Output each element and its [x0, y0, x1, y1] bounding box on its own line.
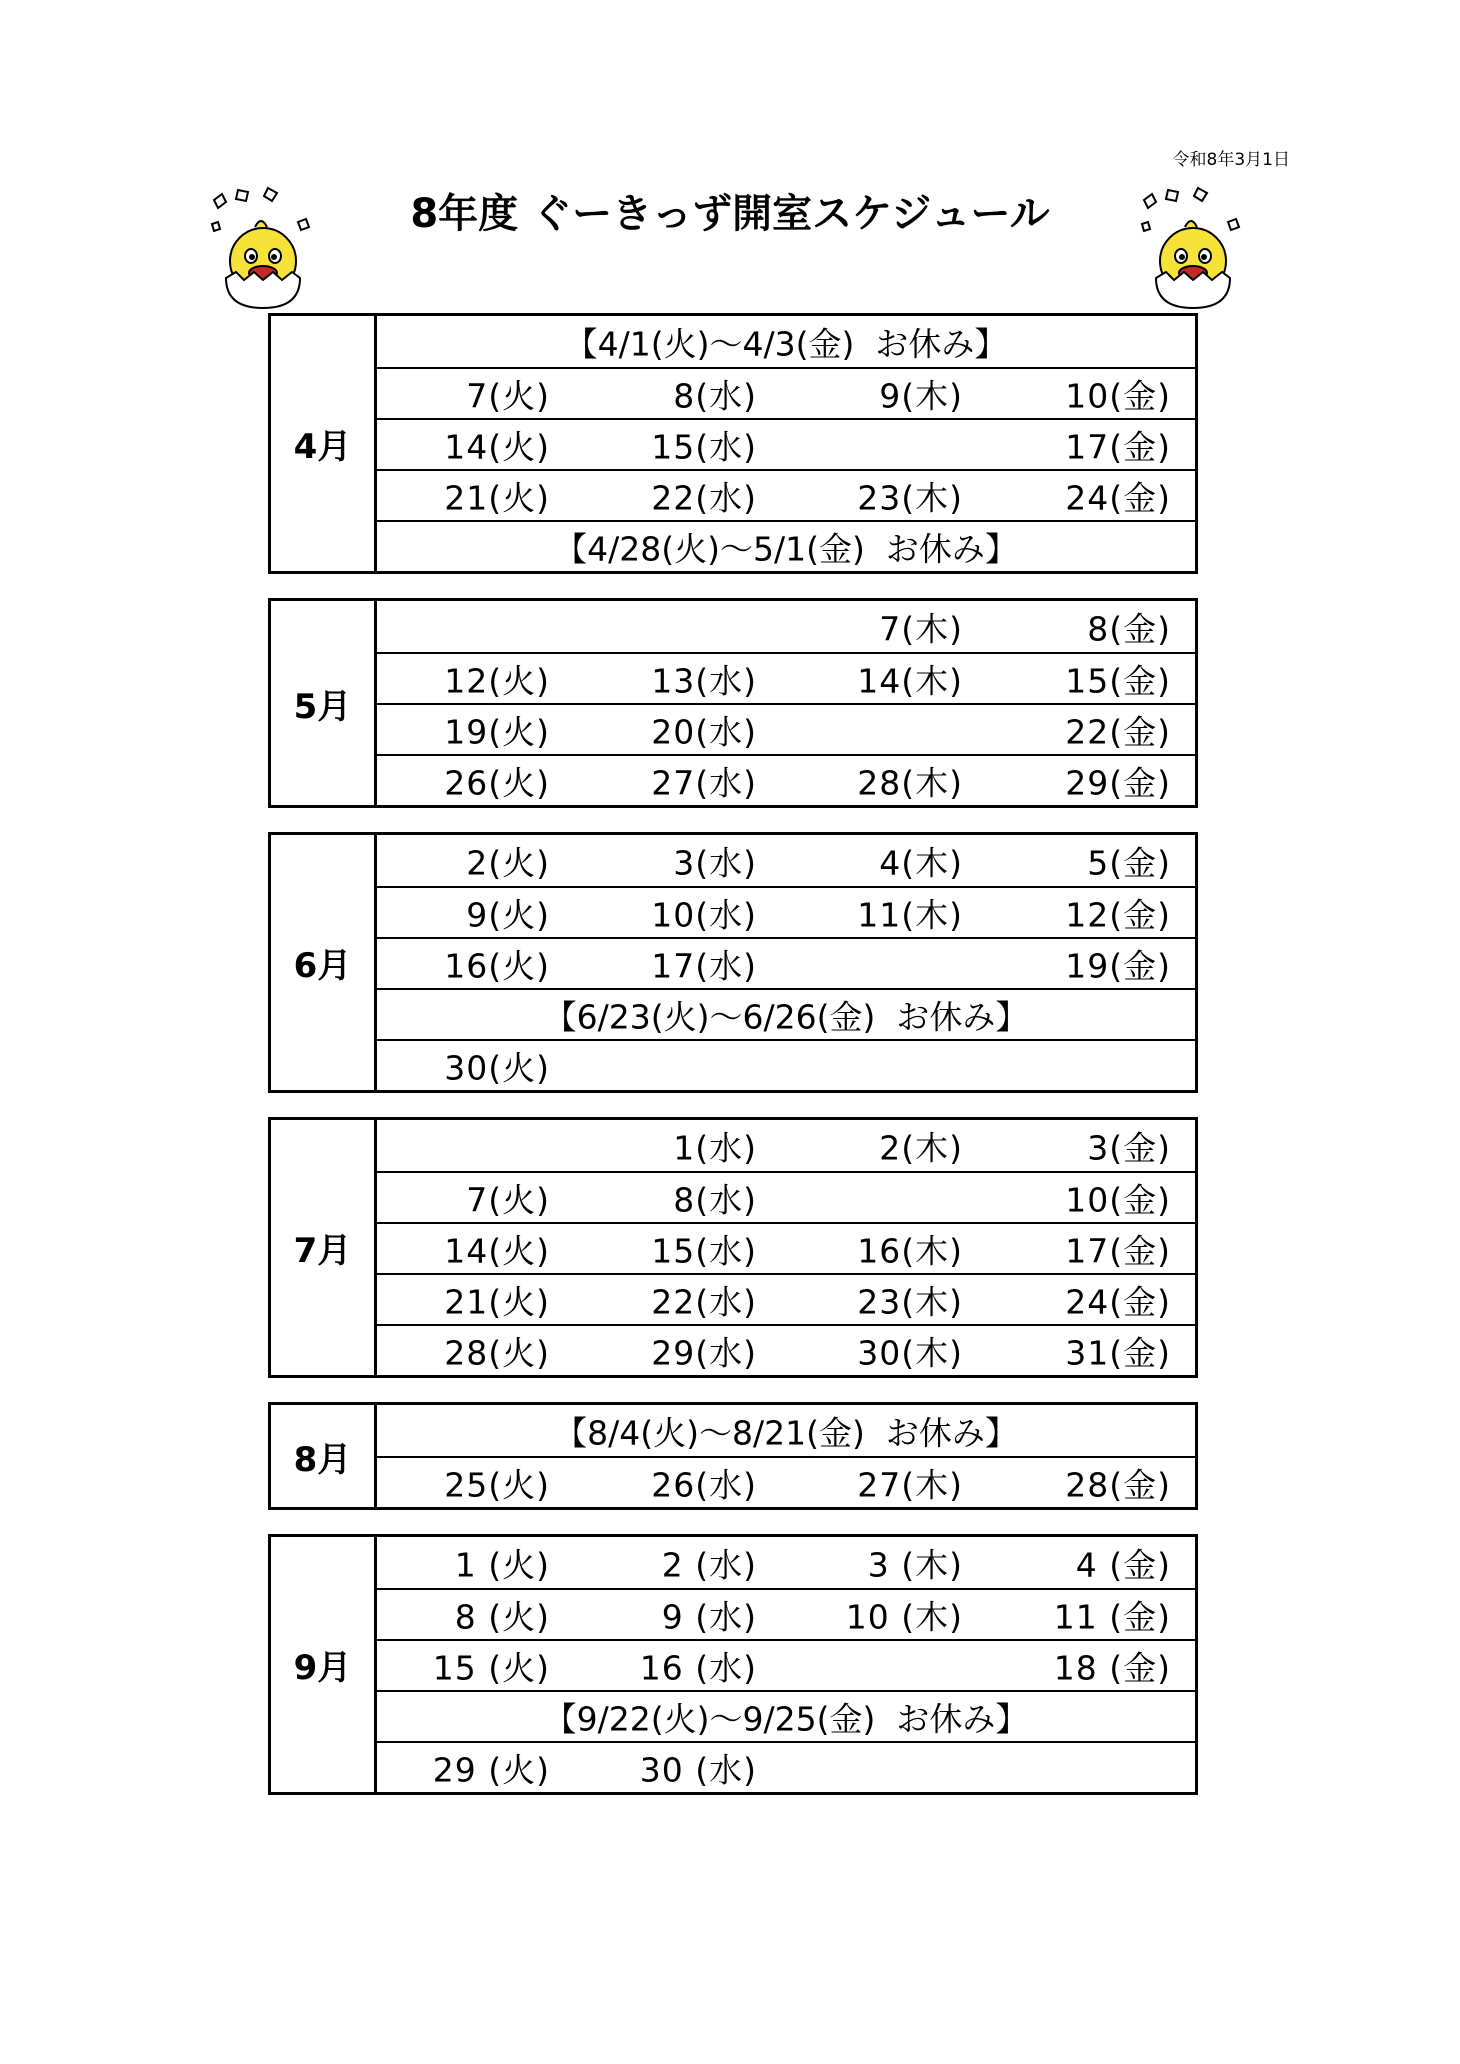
- open-day: 4(木): [879, 843, 963, 882]
- open-days-row: [377, 1537, 1195, 1588]
- open-day: 22(水): [651, 1282, 757, 1321]
- open-days-row: [377, 937, 1195, 988]
- open-days-row: [377, 1456, 1195, 1507]
- closure-notice: 【4/28(火)〜5/1(金) お休み】: [554, 529, 1018, 568]
- open-day: 8(水): [673, 376, 757, 415]
- month-label: 9月: [271, 1537, 377, 1792]
- open-day: 23(木): [857, 478, 963, 517]
- open-day: 18 (金): [1053, 1648, 1171, 1687]
- closure-notice-row: [377, 988, 1195, 1039]
- open-day: 15(水): [651, 427, 757, 466]
- open-day: 22(水): [651, 478, 757, 517]
- open-day: 14(火): [444, 1231, 550, 1270]
- month-rows: [377, 1405, 1195, 1507]
- open-day: 1(水): [673, 1128, 757, 1167]
- open-day: 16 (水): [639, 1648, 757, 1687]
- month-label: 6月: [271, 835, 377, 1090]
- open-day: 29(水): [651, 1333, 757, 1372]
- month-label: 8月: [271, 1405, 377, 1507]
- open-days-row: [377, 703, 1195, 754]
- month-label: 5月: [271, 601, 377, 805]
- open-day: 17(金): [1065, 427, 1171, 466]
- open-day: 2 (水): [661, 1545, 757, 1584]
- open-days-row: [377, 1639, 1195, 1690]
- open-days-row: [377, 367, 1195, 418]
- open-day: 30(火): [444, 1048, 550, 1087]
- open-day: 2(火): [466, 843, 550, 882]
- open-day: 23(木): [857, 1282, 963, 1321]
- month-label: 7月: [271, 1120, 377, 1375]
- open-day: 11 (金): [1053, 1597, 1171, 1636]
- page-title: 8年度 ぐーきっず開室スケジュール: [410, 191, 1050, 237]
- open-day: 20(水): [651, 712, 757, 751]
- open-day: 10(水): [651, 895, 757, 934]
- open-day: 7(火): [466, 1180, 550, 1219]
- open-day: 26(水): [651, 1465, 757, 1504]
- open-day: 3(金): [1087, 1128, 1171, 1167]
- open-days-row: [377, 469, 1195, 520]
- open-day: 9 (水): [661, 1597, 757, 1636]
- open-days-row: [377, 1171, 1195, 1222]
- closure-notice: 【6/23(火)〜6/26(金) お休み】: [543, 997, 1029, 1036]
- open-days-row: [377, 754, 1195, 805]
- closure-notice-row: [377, 520, 1195, 571]
- open-day: 31(金): [1065, 1333, 1171, 1372]
- closure-notice: 【4/1(火)〜4/3(金) お休み】: [564, 324, 1008, 363]
- closure-notice: 【9/22(火)〜9/25(金) お休み】: [543, 1699, 1029, 1738]
- open-day: 22(金): [1065, 712, 1171, 751]
- open-day: 19(火): [444, 712, 550, 751]
- month-label: 4月: [271, 316, 377, 571]
- open-day: 19(金): [1065, 946, 1171, 985]
- open-day: 15(水): [651, 1231, 757, 1270]
- open-day: 12(金): [1065, 895, 1171, 934]
- month-block: [268, 313, 1198, 574]
- open-day: 21(火): [444, 478, 550, 517]
- open-day: 26(火): [444, 763, 550, 802]
- open-day: 12(火): [444, 661, 550, 700]
- open-day: 21(火): [444, 1282, 550, 1321]
- open-day: 14(木): [857, 661, 963, 700]
- open-day: 17(水): [651, 946, 757, 985]
- open-days-row: [377, 1588, 1195, 1639]
- open-day: 10(金): [1065, 1180, 1171, 1219]
- month-block: [268, 598, 1198, 808]
- open-day: 10 (木): [845, 1597, 963, 1636]
- open-day: 29(金): [1065, 763, 1171, 802]
- month-rows: [377, 1537, 1195, 1792]
- open-day: 9(火): [466, 895, 550, 934]
- open-day: 4 (金): [1075, 1545, 1171, 1584]
- open-day: 8(水): [673, 1180, 757, 1219]
- month-rows: [377, 601, 1195, 805]
- open-day: 7(木): [879, 609, 963, 648]
- open-days-row: [377, 1039, 1195, 1090]
- open-day: 17(金): [1065, 1231, 1171, 1270]
- open-day: 14(火): [444, 427, 550, 466]
- open-day: 27(水): [651, 763, 757, 802]
- month-rows: [377, 835, 1195, 1090]
- open-day: 27(木): [857, 1465, 963, 1504]
- month-rows: [377, 316, 1195, 571]
- open-day: 5(金): [1087, 843, 1171, 882]
- open-day: 1 (火): [454, 1545, 550, 1584]
- open-day: 8(金): [1087, 609, 1171, 648]
- open-day: 9(木): [879, 376, 963, 415]
- closure-notice: 【8/4(火)〜8/21(金) お休み】: [554, 1413, 1018, 1452]
- open-days-row: [377, 418, 1195, 469]
- open-day: 29 (火): [432, 1750, 550, 1789]
- open-days-row: [377, 1222, 1195, 1273]
- open-days-row: [377, 835, 1195, 886]
- open-day: 28(火): [444, 1333, 550, 1372]
- open-day: 28(金): [1065, 1465, 1171, 1504]
- month-block: [268, 832, 1198, 1093]
- month-block: [268, 1117, 1198, 1378]
- open-day: 3 (木): [867, 1545, 963, 1584]
- open-day: 3(水): [673, 843, 757, 882]
- open-day: 10(金): [1065, 376, 1171, 415]
- open-days-row: [377, 886, 1195, 937]
- open-day: 7(火): [466, 376, 550, 415]
- open-day: 16(木): [857, 1231, 963, 1270]
- open-day: 28(木): [857, 763, 963, 802]
- month-block: [268, 1534, 1198, 1795]
- open-day: 15(金): [1065, 661, 1171, 700]
- month-block: [268, 1402, 1198, 1510]
- open-days-row: [377, 1273, 1195, 1324]
- open-days-row: [377, 601, 1195, 652]
- open-day: 8 (火): [454, 1597, 550, 1636]
- open-day: 16(火): [444, 946, 550, 985]
- open-day: 13(水): [651, 661, 757, 700]
- month-rows: [377, 1120, 1195, 1375]
- open-days-row: [377, 652, 1195, 703]
- open-day: 30 (水): [639, 1750, 757, 1789]
- issue-date: 令和8年3月1日: [1172, 150, 1290, 170]
- open-day: 25(火): [444, 1465, 550, 1504]
- open-days-row: [377, 1324, 1195, 1375]
- open-days-row: [377, 1741, 1195, 1792]
- closure-notice-row: [377, 316, 1195, 367]
- open-day: 30(木): [857, 1333, 963, 1372]
- schedule-table: [268, 313, 1198, 1819]
- closure-notice-row: [377, 1405, 1195, 1456]
- open-day: 15 (火): [432, 1648, 550, 1687]
- closure-notice-row: [377, 1690, 1195, 1741]
- open-day: 2(木): [879, 1128, 963, 1167]
- open-days-row: [377, 1120, 1195, 1171]
- open-day: 24(金): [1065, 478, 1171, 517]
- open-day: 11(木): [857, 895, 963, 934]
- open-day: 24(金): [1065, 1282, 1171, 1321]
